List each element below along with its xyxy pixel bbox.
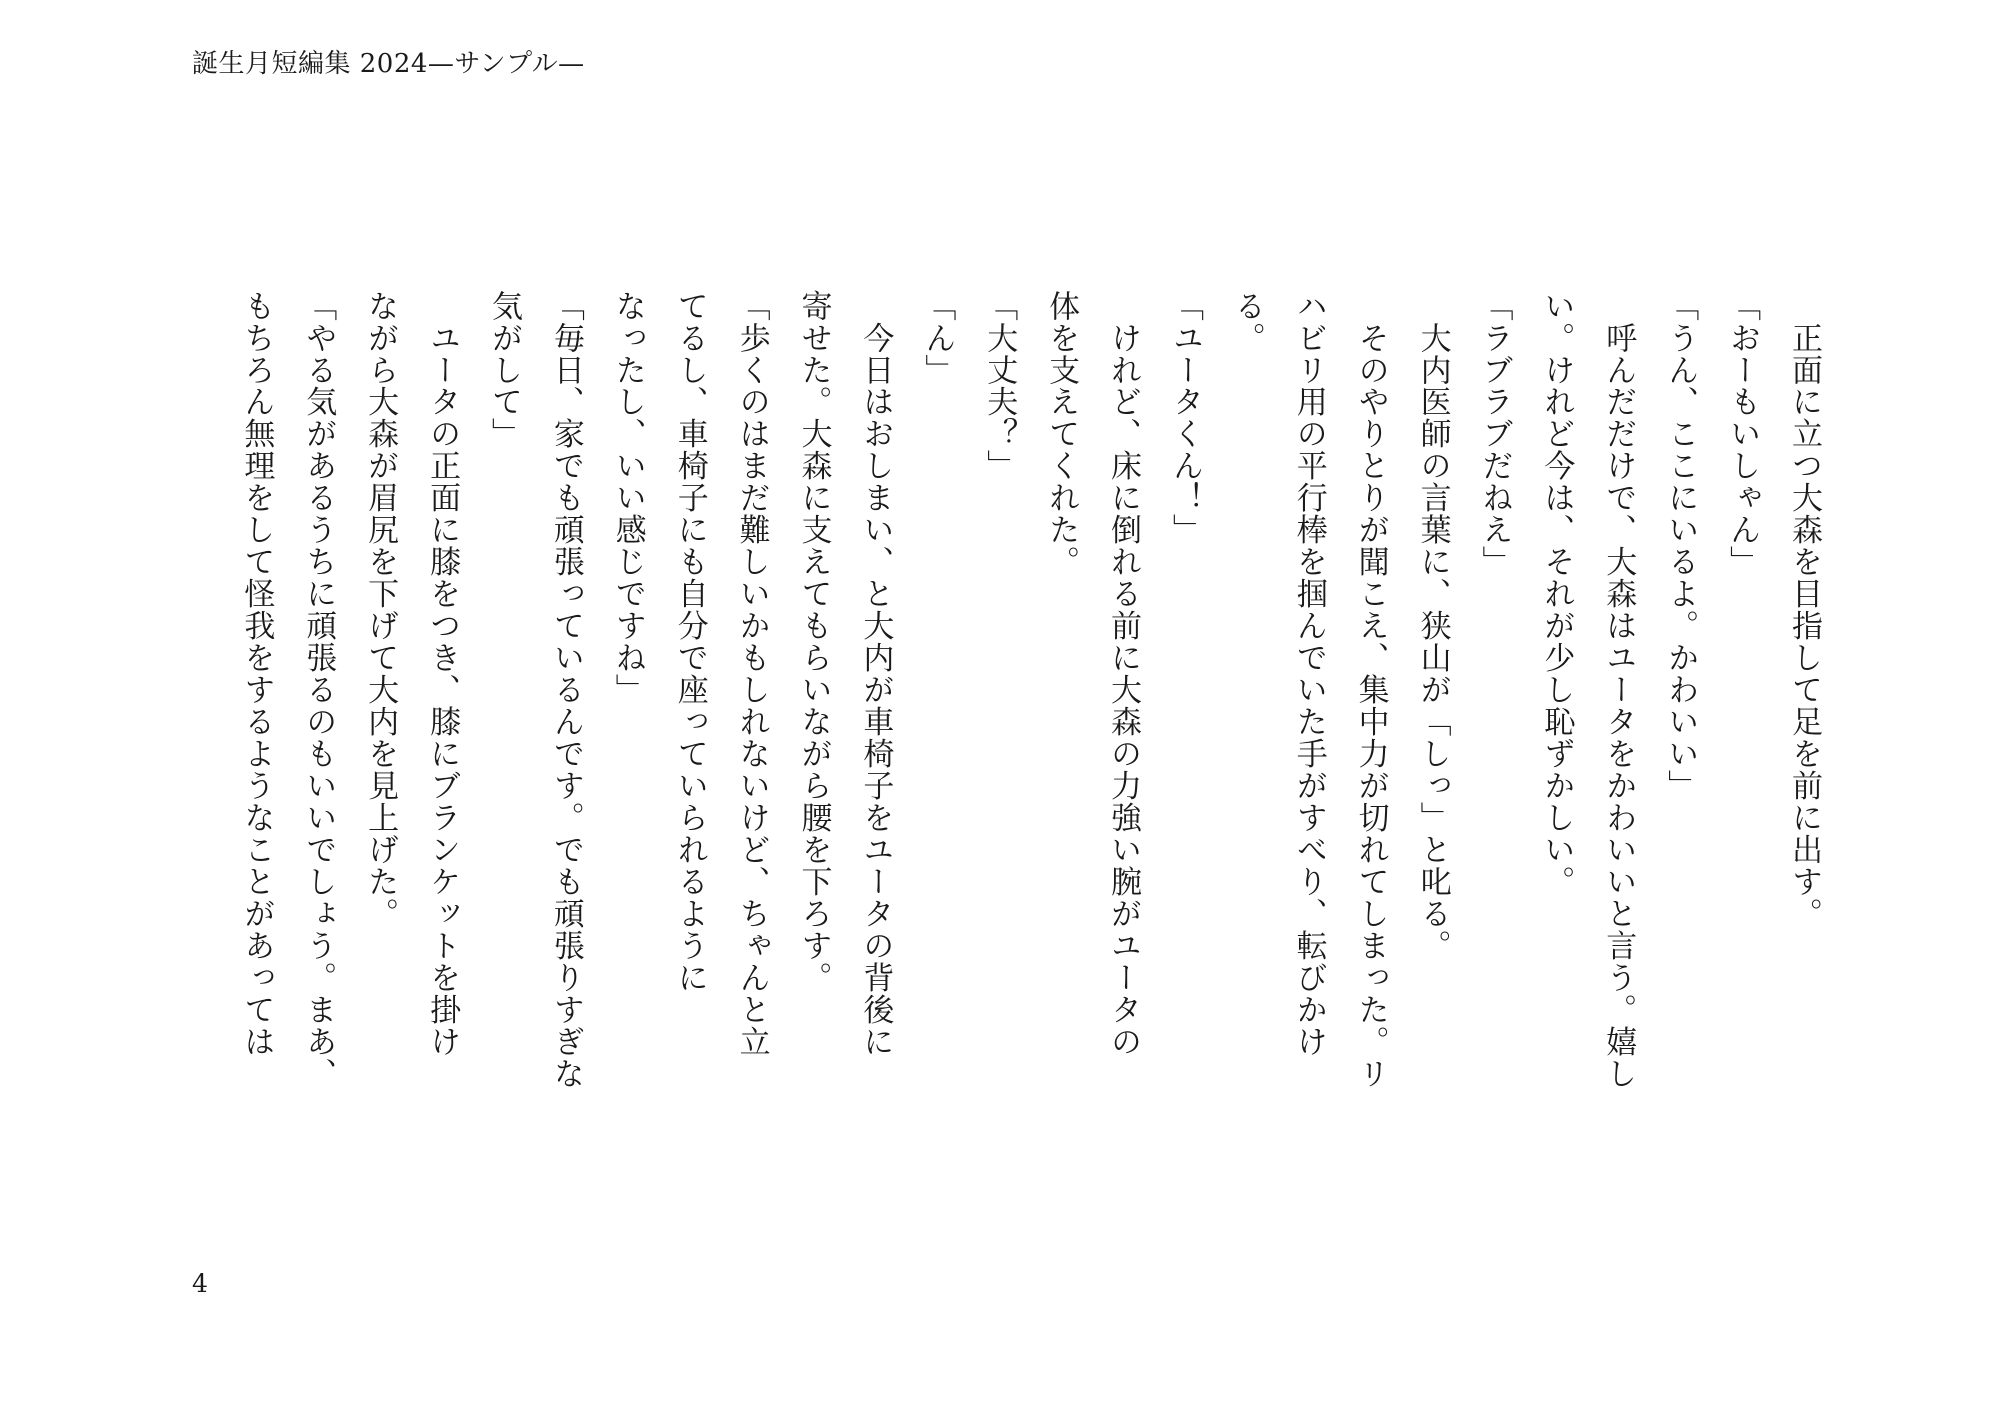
text-line: 「大丈夫？」 <box>981 290 1018 482</box>
text-line: なったし、いい感じですね」 <box>609 290 646 706</box>
text-line: 「ん」 <box>919 290 956 386</box>
text-line: 今日はおしまい、と大内が車椅子をユータの背後に <box>857 290 894 1058</box>
text-line: ながら大森が眉尻を下げて大内を見上げた。 <box>362 290 399 930</box>
text-line: 寄せた。大森に支えてもらいながら腰を下ろす。 <box>795 290 832 994</box>
text-line: 体を支えてくれた。 <box>1043 290 1080 578</box>
text-line: ハビリ用の平行棒を掴んでいた手がすべり、転びかけ <box>1290 290 1327 1058</box>
text-line: 「ラブラブだねえ」 <box>1476 290 1513 578</box>
text-line: けれど、床に倒れる前に大森の力強い腕がユータの <box>1105 290 1142 1058</box>
text-line: ユータの正面に膝をつき、膝にブランケットを掛け <box>424 290 461 1058</box>
text-line: 「やる気があるうちに頑張るのもいいでしょう。まあ、 <box>300 290 337 1090</box>
text-line: 正面に立つ大森を目指して足を前に出す。 <box>1786 290 1822 930</box>
text-line: 気がして」 <box>485 290 522 450</box>
running-header: 誕生月短編集 2024—サンプル— <box>192 49 585 79</box>
text-line: 「ユータくん！」 <box>1166 290 1203 546</box>
text-line: る。 <box>1228 290 1265 354</box>
text-line: 「歩くのはまだ難しいかもしれないけど、ちゃんと立 <box>733 290 770 1058</box>
page-number: 4 <box>192 1269 208 1298</box>
text-line: 「毎日、家でも頑張っているんです。でも頑張りすぎな <box>547 290 584 1090</box>
body-text <box>214 290 1834 1150</box>
text-line: 呼んだだけで、大森はユータをかわいいと言う。嬉し <box>1600 290 1637 1090</box>
text-line: 「うん、ここにいるよ。かわいい」 <box>1662 290 1699 802</box>
text-line: い。けれど今は、それが少し恥ずかしい。 <box>1538 290 1575 898</box>
text-line: 「おーもいしゃん」 <box>1724 290 1761 578</box>
text-line: てるし、車椅子にも自分で座っていられるように <box>671 290 708 994</box>
text-line: そのやりとりが聞こえ、集中力が切れてしまった。リ <box>1352 290 1389 1090</box>
text-line: 大内医師の言葉に、狭山が「しっ」と叱る。 <box>1414 290 1451 962</box>
text-line: もちろん無理をして怪我をするようなことがあっては <box>238 290 275 1058</box>
